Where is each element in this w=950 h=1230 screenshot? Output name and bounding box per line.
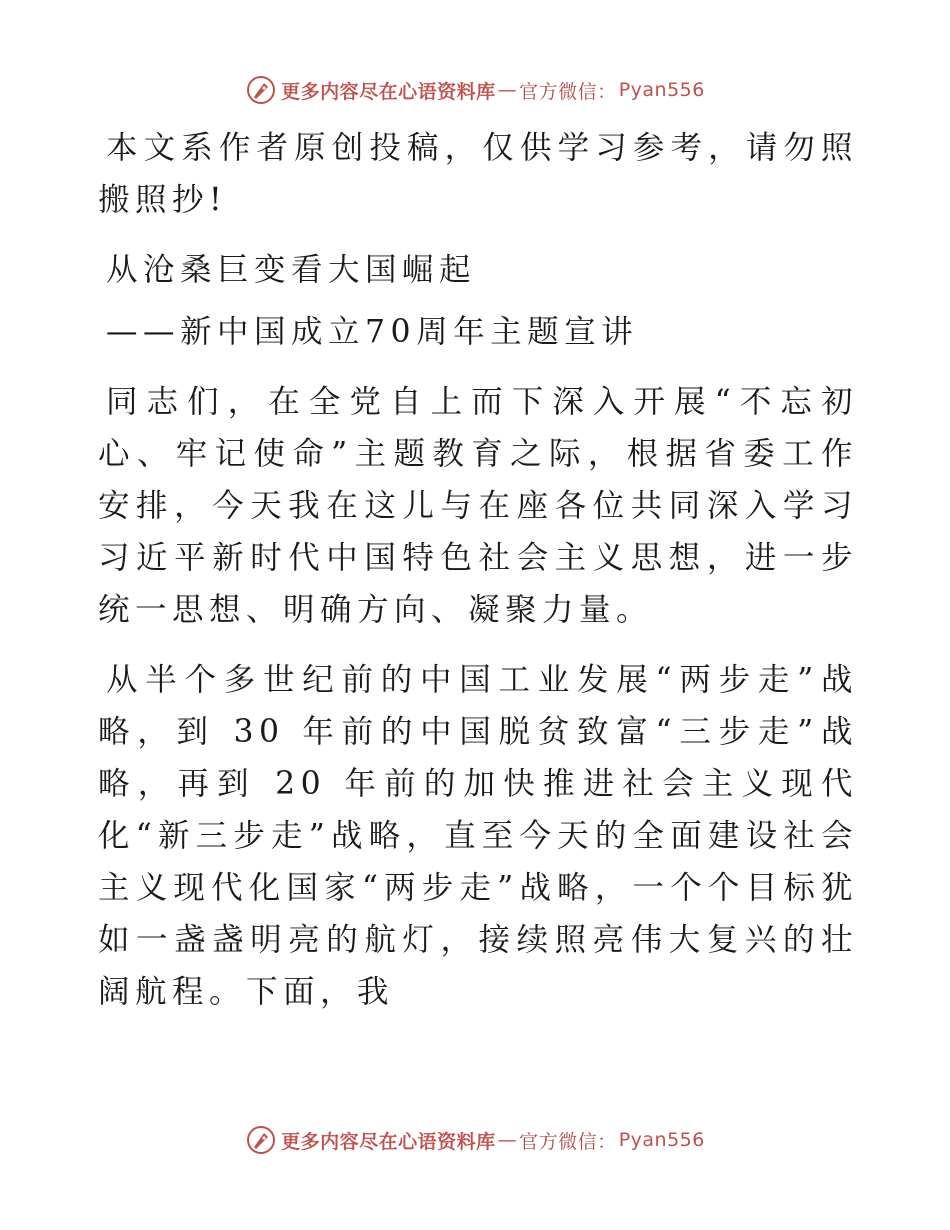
document-subtitle: ——新中国成立70周年主题宣讲 — [106, 314, 639, 350]
body-paragraph: 同志们，在全党自上而下深入开展“不忘初心、牢记使命”主题教育之际，根据省委工作安排，今天我在这儿与在座各位共同深入学习习近平新时代中国特色社会主义思想，进一步统一思想、明确方向、凝聚力量。 — [98, 384, 858, 628]
copyright-notice: 本文系作者原创投稿，仅供学习参考，请勿照搬照抄! — [98, 130, 858, 218]
banner-wechat-id: Pyan556 — [618, 79, 705, 101]
banner-separator: — — [497, 1129, 518, 1151]
document-title: 从沧桑巨变看大国崛起 — [106, 252, 477, 288]
banner-main-text: 更多内容尽在心语资料库 — [281, 80, 496, 103]
pen-nib-logo-icon — [245, 1124, 277, 1156]
banner-main-text: 更多内容尽在心语资料库 — [281, 1130, 496, 1153]
footer-banner — [0, 1120, 950, 1160]
banner-wechat-label: 官方微信： — [519, 80, 617, 103]
banner-wechat-label: 官方微信： — [519, 1130, 617, 1153]
pen-nib-logo-icon — [245, 74, 277, 106]
banner-wechat-id: Pyan556 — [618, 1129, 705, 1151]
body-paragraph: 从半个多世纪前的中国工业发展“两步走”战略，到 30 年前的中国脱贫致富“三步走”战略，再到 20 年前的加快推进社会主义现代化“新三步走”战略，直至今天的全面建设社会主义现代化国家“两步走”战略，一个个目标犹如一盏盏明亮的航灯，接续照亮伟大复兴的壮阔航程。下面，我 — [98, 662, 858, 1010]
document-body — [98, 122, 858, 1036]
header-banner — [0, 70, 950, 110]
banner-separator: — — [497, 79, 518, 101]
